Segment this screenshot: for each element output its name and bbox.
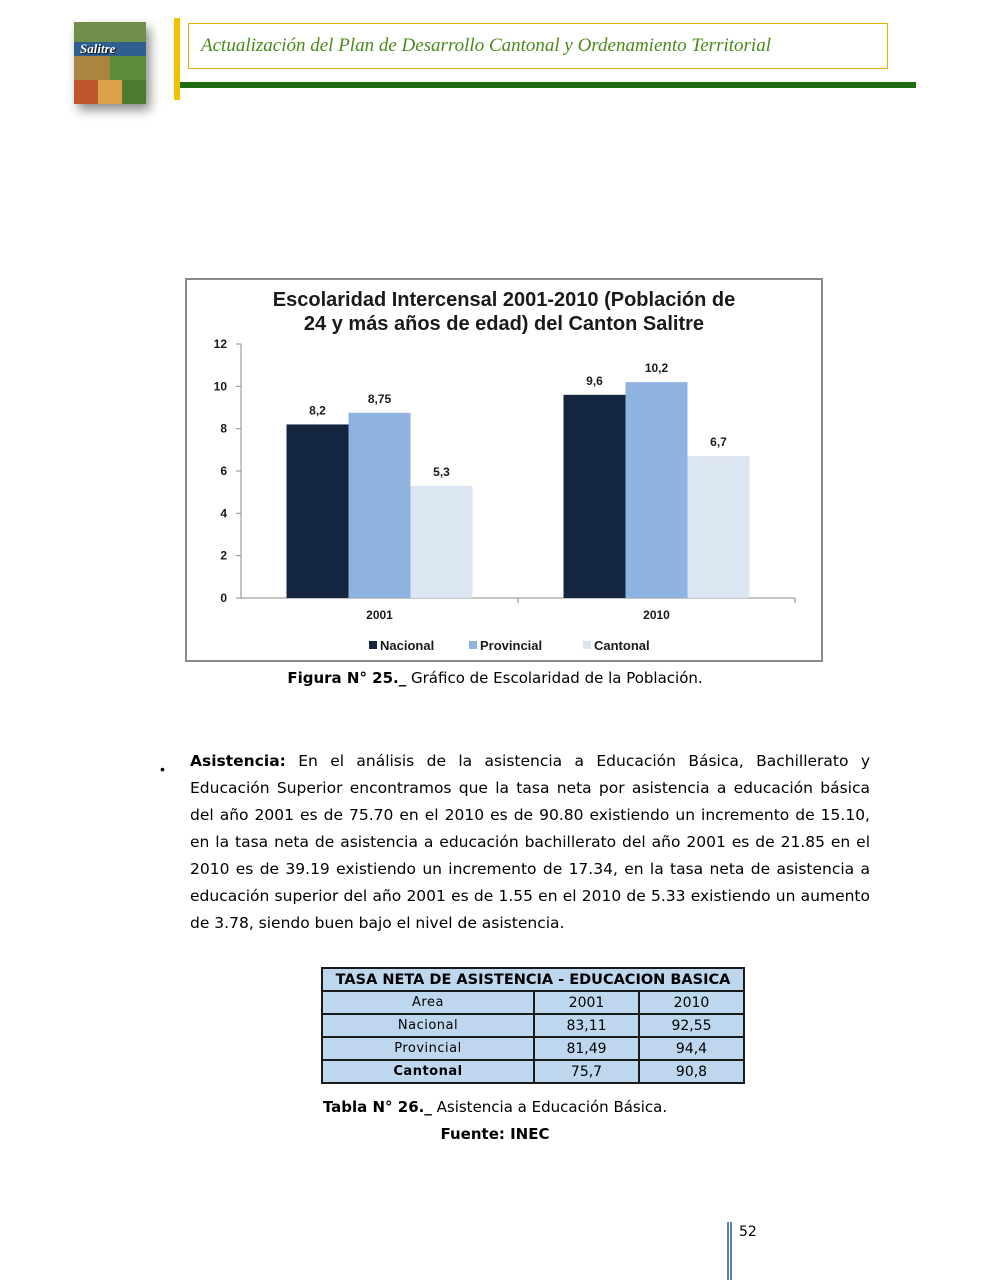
- legend-swatch-provincial: [469, 641, 477, 649]
- bar-cantonal-2010: [688, 456, 750, 598]
- row-label-nacional: Nacional: [322, 1014, 534, 1037]
- paragraph-heading: Asistencia:: [190, 752, 286, 770]
- cell-cantonal-2001: 75,7: [534, 1060, 639, 1083]
- logo-text: Salitre: [80, 41, 116, 56]
- col-header-area: Area: [322, 991, 534, 1014]
- header-title-box: [188, 23, 888, 69]
- figure-caption: [0, 669, 990, 687]
- y-tick-label: 6: [220, 464, 227, 478]
- legend-label-nacional: Nacional: [380, 638, 435, 653]
- y-tick-label: 0: [220, 591, 227, 605]
- row-label-provincial: Provincial: [322, 1037, 534, 1060]
- table-caption-label: Tabla N° 26._: [322, 1098, 432, 1116]
- asistencia-table: [321, 967, 745, 1084]
- table-header-row: [322, 991, 744, 1014]
- legend-label-provincial: Provincial: [480, 638, 543, 653]
- table-row: [322, 1037, 744, 1060]
- bar-cantonal-2001: [411, 486, 473, 598]
- col-header-2001: 2001: [534, 991, 639, 1014]
- asistencia-paragraph: [190, 748, 870, 937]
- y-tick-label: 12: [213, 337, 227, 351]
- table-caption-text: Asistencia a Educación Básica.: [431, 1098, 668, 1116]
- table-row: [322, 1014, 744, 1037]
- data-label: 8,75: [367, 391, 392, 406]
- table-source: Fuente: INEC: [440, 1125, 550, 1143]
- table-caption: [0, 1098, 990, 1116]
- y-tick-label: 10: [213, 379, 227, 394]
- table-title-row: [322, 968, 744, 991]
- row-label-cantonal: Cantonal: [322, 1060, 534, 1083]
- y-tick-label: 8: [220, 421, 227, 436]
- data-label: 9,6: [586, 373, 603, 388]
- col-header-2010: 2010: [639, 991, 744, 1014]
- chart-title-line2: 24 y más años de edad) del Canton Salitre: [303, 313, 705, 335]
- data-label: 6,7: [710, 435, 727, 450]
- header-divider: [180, 82, 916, 88]
- header-title: Actualización del Plan de Desarrollo Cantonal y Ordenamiento Territorial: [201, 35, 771, 56]
- page-number: 52: [739, 1224, 757, 1240]
- y-tick-label: 2: [220, 548, 227, 563]
- table-title: TASA NETA DE ASISTENCIA - EDUCACION BASICA: [322, 968, 744, 991]
- data-label: 8,2: [309, 403, 326, 418]
- x-tick-label: 2001: [366, 608, 393, 622]
- legend-swatch-nacional: [369, 641, 377, 649]
- data-label: 10,2: [644, 361, 669, 376]
- cell-nacional-2010: 92,55: [639, 1014, 744, 1037]
- legend-label-cantonal: Cantonal: [594, 638, 650, 653]
- cell-provincial-2001: 81,49: [534, 1037, 639, 1060]
- cell-provincial-2010: 94,4: [639, 1037, 744, 1060]
- bar-provincial-2010: [626, 382, 688, 598]
- y-tick-label: 4: [220, 506, 227, 521]
- paragraph-text: En el análisis de la asistencia a Educación Básica, Bachillerato y Educación Superior encontramos que la tasa neta por asistencia a educación básica del año 2001 es de 75.70 en el 2010 es de 90.80 existiendo un incremento de 15.10, en la tasa neta de asistencia a educación bachillerato del año 2001 es de 21.85 en el 2010 es de 39.19 existiendo un incremento de 17.34, en la tasa neta de asistencia a educación superior del año 2001 es de 1.55 en el 2010 de 5.33 existiendo un aumento de 3.78, siendo buen bajo el nivel de asistencia.: [190, 752, 870, 932]
- cell-nacional-2001: 83,11: [534, 1014, 639, 1037]
- bar-nacional-2010: [564, 395, 626, 598]
- bar-chart: [185, 278, 823, 662]
- bullet-point: •: [160, 761, 165, 777]
- table-row: [322, 1060, 744, 1083]
- figure-caption-text: Gráfico de Escolaridad de la Población.: [406, 669, 703, 687]
- chart-canvas: [187, 280, 821, 660]
- x-tick-label: 2010: [643, 608, 670, 622]
- bar-nacional-2001: [287, 424, 349, 598]
- legend-swatch-cantonal: [583, 641, 591, 649]
- data-label: 5,3: [433, 464, 450, 479]
- page-number-bar: [727, 1222, 732, 1280]
- salitre-logo: [74, 22, 146, 104]
- chart-title-line1: Escolaridad Intercensal 2001-2010 (Población de: [272, 289, 736, 311]
- figure-caption-label: Figura N° 25._: [287, 669, 407, 687]
- cell-cantonal-2010: 90,8: [639, 1060, 744, 1083]
- bar-provincial-2001: [349, 413, 411, 598]
